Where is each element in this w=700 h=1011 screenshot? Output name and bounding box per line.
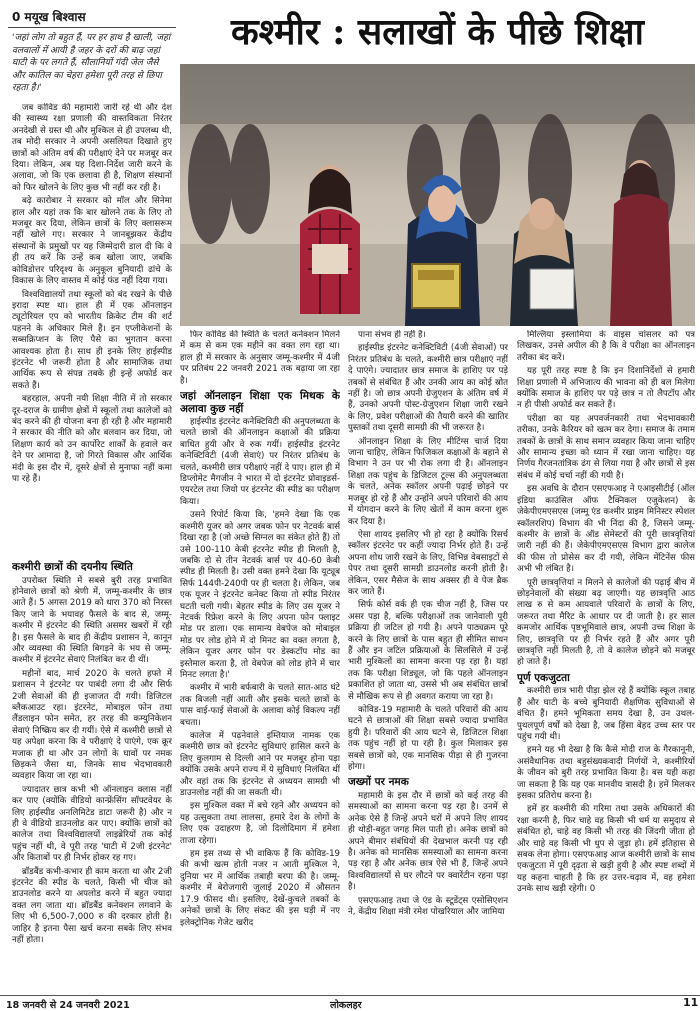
article-column-1 [12, 103, 172, 558]
paragraph: हाईस्पीड इंटरनेट कनेक्टिविटी की अनुपलब्धता के चलते छात्रों की ऑनलाइन कक्षाओं की प्रक्रिया बाधित हुयी और वे रुक गयीं। हाईस्पीड इंटरनेट कनेक्टिविटी (4जी सेवाएं) पर निरंतर प्रतिबंध के चलते, कश्मीरी छात्र परीक्षाएं नहीं दे पाए। हाल ही में डिप्लोमेट मैगजीन ने भारत में दो इंटरनेट प्रोवाइडर्स-एयरटेल तथा जियो पर इंटरनेट की स्पीड का परीक्षण किया। [180, 417, 340, 507]
paragraph: यह पूरी तरह स्पष्ट है कि इन दिशानिर्देशों से हमारी शिक्षा प्रणाली में अभिजात्य की भावना को ही बल मिलेगा क्योंकि समाज के हाशिए पर पड़े छात्र न तो लैपटॉप और न ही पीसी अफोर्ड कर सकते हैं। [517, 366, 695, 411]
paragraph: उपरोक्त स्थिति में सबसे बुरी तरह प्रभावित होनेवाले छात्रों को श्रेणी में, जम्मू-कश्मीर के छात्र आते हैं। 5 अगस्त 2019 को धारा 370 को निरस्त किए जाने के भयावह फैसले के बाद से, जम्मू-कश्मीर में इंटरनेट की स्थिति असमर खबरों में रही है। इस फैसले के बाद ही केंद्रीय प्रशासन ने, कानून और व्यवस्था की स्थिति बिगड़ने के भय से जम्मू-कश्मीर में इंटरनेट सेवाएं निलंबित कर दी थीं। [12, 575, 172, 666]
section-heading: पूर्ण एकजुटता [517, 671, 570, 684]
paragraph: ज्यादातर छात्र कभी भी ऑनलाइन क्लास नहीं कर पाए (क्योंकि वीडियो कान्फ्रेंसिंग सॉफ्टवेयर के लिए हाईस्पीड अनलिमिटेड डाटा जरूरी है) और न ही वे वीडियो डाउनलोड कर पाए। क्योंकि छात्रों को कालेज तथा विश्वविद्यालयों लाइब्रेरियों तक कोई पहुंच नहीं थी, वे पूरी तरह 'घाटी में 2जी इंटरनेट' और किताबों पर ही निर्भर होकर रह गए। [12, 784, 172, 864]
author-byline: 0 मयूख बिश्वास [8, 6, 176, 28]
article-photo [180, 64, 695, 326]
photo-illustration [180, 64, 695, 326]
paragraph: बहरहाल, अपनी नयी शिक्षा नीति में तो सरकार दूर-दराज के ग्रामीण क्षेत्रों में स्कूलों तथा कालेजों को बंद करने की ही योजना बना ही रही है और महामारी ने सरकार की नीति को और बलवान कर दिया, जो शिक्षण कार्य को उन कार्पोरेट शार्कों के हवाले कर देने पर आमादा है, जो गिरते विकास और आर्थिक मंदी के इस दौर में, दूसरे क्षेत्रों से मुनाफा नहीं कमा पा रहे हैं। [12, 394, 172, 484]
paragraph: पूरी छात्रवृत्तियां न मिलने से कालेजों की पढ़ाई बीच में छोड़नेवालों की संख्या बढ़ जाएगी। यह छात्रवृत्ति आठ लाख रु से कम आयवाले परिवारों के छात्रों के लिए, जरूरत तथा मैरिट के आधार पर दी जाती है। हर साल कमजोर आर्थिक पृष्ठभूमिवाले छात्र, अपनी उच्च शिक्षा के लिए, छात्रवृत्ति पर ही निर्भर रहते हैं और अगर पूरी छात्रवृत्ति नहीं मिलती है, तो वे कालेज छोड़ने को मजबूर हो जाते हैं। [517, 577, 695, 668]
paragraph: महीनों बाद, मार्च 2020 के चलते हफ्ते में प्रशासन ने इंटरनेट पर पाबंदी लगा दी और सिर्फ 2जी सेवाओं की ही इजाजत दी गयी। डिजिटल ब्लैकआउट रहा। इंटरनेट, मोबाइल फोन तथा लैंडलाइन फोन समेत, हर तरह की कम्युनिकेशन सेवाएं निष्क्रिय कर दी गयीं। ऐसे में कश्मीरी छात्रों से यह अपेक्षा करना कि वे परीक्षाएं दे पाएंगे, एक क्रूर मजाक ही था और उन लोगों के घावों पर नमक छिड़कने जैसा था, जिनके साथ भेदभावकारी व्यवहार किया जा रहा था। [12, 668, 172, 782]
paragraph: कश्मीरी छात्र भारी पीड़ा झेल रहे हैं क्योंकि स्कूल तबाह हैं और घाटी के बच्चे बुनियादी शैक्षणिक सुविधाओं से वंचित हैं। हमने भूमिकता समय देखा है, उन उथल-पुथलपूर्ण वर्षों को देखा है, जब हिंसा बेहद उच्च स्तर पर पहुंच गयी थी। [517, 686, 695, 742]
paragraph: कालेज में पढ़नेवाले इम्तियाज नामक एक कश्मीरी छात्र को इंटरनेट सुविधाएं हासिल करने के लिए कुलगाम से दिल्ली आने पर मजबूर होना पड़ा क्योंकि उसके अपने राज्य में ये सुविधाएं निलंबित थीं और वहां तक कि इंटरनेट से अध्ययन सामग्री भी डाउनलोड नहीं की जा सकती थी। [180, 731, 340, 799]
footer-date: 18 जनवरी से 24 जनवरी 2021 [6, 1000, 130, 1011]
headline: कश्मीर : सलाखों के पीछे शिक्षा [231, 11, 644, 53]
article-column-3 [348, 330, 508, 995]
paragraph: महामारी के इस दौर में छात्रों को कई तरह की समस्याओं का सामना करना पड़ रहा है। उनमें से अनेक ऐसे हैं जिन्हें अपने घरों में अपने लिए शायद ही थोड़ी-बहुत जगह मिल पाती हो। अनेक छात्रों को अपने बीमार संबंधियों की देखभाल करनी पड़ रही है। अनेक को मानसिक समस्याओं का सामना करना पड़ रहा है और अनेक छात्र ऐसे भी हैं, जिन्हें अपने विश्वविद्यालयों से घर लौटने पर क्वारेंटीन रहना पड़ा है। [348, 790, 508, 893]
section-heading: जख्मों पर नमक [348, 776, 409, 789]
paragraph: हम इस तथ्य से भी वाकिफ हैं कि कोविड-19 की कभी खत्म होती नजर न आती मुश्किल ने, दुनिया भर में आर्थिक तबाही बरपा की है। जम्मू-कश्मीर में बेरोजगारी जुलाई 2020 में औसतन 17.9 फीसद थी। इसलिए, देखें-कुचले तबकों के अनेकों छात्रों के लिए संकट की इस घड़ी में नए इलेक्ट्रोनिक गेजेट खरीद [180, 849, 340, 928]
paragraph: इस अवधि के दौरान एसएफआइ ने एआइसीटीई (ऑल इंडिया काउंसिल ऑफ टैक्निकल एजुकेशन) के जेकेपीएमएसएस (जम्मू एंड कश्मीर प्राइम मिनिस्टर स्पेशल स्कॉलरशिप) विभाग की भी निंदा की है, जिसने जम्मू-कश्मीर के छात्रों के ऑड सेमेस्टरों की पूरी छात्रवृत्तियां जारी नहीं की हैं। जेकेपीएमएसएस विभाग द्वारा कालेज की फीस तो प्रोसेस कर दी गयी, लेकिन मेंटिनेंस फीस अभी भी लंबित है। [517, 484, 695, 575]
footer-rule [0, 995, 700, 996]
paragraph: मिल्लिया इस्लामिया के वाइस चांसलर को पत्र लिखकर, उनसे अपील की है कि वे परीक्षा का ऑनलाइन तरीका बंद करें। [517, 330, 695, 363]
paragraph: इस मुश्किल वक्त में बचे रहने और अध्ययन को यह उत्सुकता तथा लालसा, हमारे देश के लोगों के लिए एक उदाहरण है, जो दिलोदिमाग में हमेशा ताजा रहेगा। [180, 801, 340, 846]
paragraph: जब कोविड की महामारी जारी रहे थी और देश की स्वास्थ्य रक्षा प्रणाली की वास्तविकता निरंतर अनदेखी से ग्रस्त थी और मुश्किल से ही उपलब्ध थी, तब मोदी सरकार ने अपनी असलियत दिखाते हुए छात्रों को अंतिम वर्ष की परीक्षाएं देने पर मजबूर कर दिया। लेकिन, अब यह दिशा-निर्देश जारी करने के अलावा, जो कि एक छलावा ही है, शिक्षण संस्थानों को फिर खोलने के लिए कुछ भी नहीं कर रही है। [12, 103, 172, 193]
pull-quote: 'जहां लोग तो बहुत हैं, पर हर हाथ है खाली, जहां वलवालों में आयी है जहर के दरों की बाढ़ जहां घाटी के पर लगते हैं, सौलानियों गंदी जेल जैसे और कातिल का चेहरा हमेशा पूरी तरह से छिपा रहता है।' [12, 33, 171, 93]
paragraph: कोविड-19 महामारी के चलते परिवारों की आय घटने से छात्राओं की शिक्षा सबसे ज्यादा प्रभावित हुयी है। परिवारों की आय घटने से, डिजिटल शिक्षा तक पहुंच नहीं हो पा रही है। कुल मिलाकर इस सबसे छात्रों को, एक मानसिक पीड़ा से ही गुजरना होगा। [348, 705, 508, 773]
paragraph: फिर कोविड की स्थिति के चलते कनेक्शन मिलने में कम से कम एक महीने का वक्त लग रहा था। हाल ही में सरकार के अनुसार जम्मू-कश्मीर में 4जी पर प्रतिबंध 22 जनवरी 2021 तक बढ़ाया जा रहा है। [180, 330, 340, 386]
paragraph: कश्मीर में भारी बर्फबारी के चलते सात-आठ घंटे तक बिजली नहीं आती और इसके चलते छात्रों के पास वाई-फाई सेवाओं के अलावा कोई विकल्प नहीं बचता। [180, 683, 340, 728]
article-column-2 [180, 330, 340, 995]
paragraph: परीक्षा का यह अपवर्जनकारी तथा भेदभावकारी तरीका, उनके कैरियर को खत्म कर देगा। समाज के तमाम तबकों के छात्रों के साथ समान व्यवहार किया जाना चाहिए और सामान्य इच्छा को ध्यान में रखा जाना चाहिए। यह निर्णय गैरजनतांत्रिक ढंग से लिया गया है और छात्रों से इस संबंध में कोई चर्चा नहीं की गयी है। [517, 413, 695, 481]
paragraph: ऑनलाइन शिक्षा के लिए मीटिंग्स चार्ज दिया जाना चाहिए, लेकिन फिजिकल कक्षाओं के बहाने से विभाग ने उन पर भी रोक लगा दी है। ऑनलाइन शिक्षा तक पहुंच के डिजिटल टूल्स की अनुपलब्धता के चलते, अनेक स्कॉलर अपनी पढ़ाई छोड़ने पर मजबूर हो रहे हैं और उन्होंने अपने परिवारों की आय में योगदान करने के लिए खेतों में काम करना शुरू कर दिया है। [348, 436, 508, 527]
paragraph: उसने रिपोर्ट किया कि, 'हमने देखा कि एक कश्मीरी यूजर को अगर जबक फोन पर नेटवर्क बार्स दिखा रहा है (जो अच्छे सिग्नल का संकेत होते हैं) तो उसे 100-110 केबी इंटरनेट स्पीड ही मिलती है, जबकि दो से तीन नेटवर्क बार्स पर 40-60 केबी स्पीड ही मिलती है। उसी वक्त हमने देखा कि यूट्यूब सिर्फ 144पी-240पी पर ही चलता है। लेकिन, जब एक यूजर ने इंटरनेट कनेक्ट किया तो स्पीड निरंतर घटती चली गयी। बेहतर स्पीड के लिए उस यूजर ने नेटवर्क रिफ्रेश करने के लिए अपना फोन फ्लाइट मोड पर डाला। एक सामान्य वेबपेज को मोबाइल मोड पर लोड होने में दो मिनट का वक्त लगता है, लेकिन यूजर अगर फोन पर डेस्कटॉप मोड का इस्तेमाल करता है, तो वेबपेज को लोड होने में चार मिनट लगता है।' [180, 510, 340, 680]
article-column-4 [517, 330, 695, 995]
page-number: 11 [683, 996, 699, 1009]
paragraph: एसएफआइ तथा जे एंड के स्टूडेंट्स एसोसिएशन ने, केंद्रीय शिक्षा मंत्री रमेश पोखरियाल और जामिया [348, 895, 508, 917]
paragraph: हमने यह भी देखा है कि कैसे मोदी राज के गैरकानूनी, असंवैधानिक तथा बहुसंख्यकवादी निर्णयों ने, कश्मीरियों के जीवन को बुरी तरह प्रभावित किया है। बस यही कहा जा सकता है कि यह एक मानवीय त्रासदी है। हमें मिलकर इसका प्रतिरोध करना है। [517, 745, 695, 801]
paragraph: ब्रॉडबैंड कभी-कभार ही काम करता था और 2जी इंटरनेट की स्पीड के चलते, किसी भी चीज को डाउनलोड करने या अपलोड करने में बहुत ज्यादा वक्त लग जाता था। ब्रॉडबैंड कनेक्शन लगवाने के लिए भी 6,500-7,000 रु की दरकार होती है। जाहिर है इतना पैसा खर्च करना सबके लिए संभव नहीं होता। [12, 866, 172, 946]
footer-publication: लोकलहर [330, 1000, 362, 1011]
paragraph: विश्वविद्यालयों तथा स्कूलों को बंद रखने के पीछे इरादा स्पष्ट था। हाल ही में एक ऑनलाइन ट्यूटोरियल एप को भारतीय क्रिकेट टीम की शर्ट पहनने के अधिकार मिले हैं। इन एप्लीकेशनों के सब्सक्रिप्शन के लिए पैसे का भुगतान करना आवश्यक होता है। साथ ही इनके लिए हाईस्पीड इंटरनेट भी जरूरी होता है और सामाजिक तथा आर्थिक रूप से संपन्न तबके ही इन्हें अफोर्ड कर सकते हैं। [12, 289, 172, 391]
section-heading: जहां ऑनलाइन शिक्षा एक मिथक के अलावा कुछ नहीं [180, 390, 340, 415]
paragraph: हाईस्पीड इंटरनेट कनेक्टिविटी (4जी सेवाओं) पर निरंतर प्रतिबंध के चलते, कश्मीरी छात्र परीक्षाएं नहीं दे पाएंगे। ज्यादातर छात्र समाज के हाशिए पर पड़े तबकों से संबंधित हैं और उनकी आय का कोई स्रोत नहीं है। जो छात्र अपनी ग्रेजुएशन के अंतिम वर्ष में हैं, उनको अपनी पोस्ट-ग्रेजुएशन शिक्षा जारी रखने के लिए, प्रवेश परीक्षाओं की तैयारी करने की खातिर पुस्तकों तथा दूसरी सामग्री की भी जरूरत है। [348, 343, 508, 434]
paragraph: बढ़े कारोबार ने सरकार को मॉल और सिनेमा हाल और यहां तक कि बार खोलने तक के लिए तो मजबूर कर दिया, लेकिन छात्रों के लिए क्लासरूम नहीं खोले गए। सरकार ने जानबूझकर केंद्रीय संस्थानों के प्रमुखों पर यह जिम्मेदारी डाल दी कि वे ही तय करें कि उन्हें कब खोला जाए, जबकि कोविडोत्तर परिदृश्य के अनुकूल बुनियादी ढांचे के विकास के लिए वास्तव में कोई फंड नहीं दिया गया। [12, 196, 172, 287]
paragraph: सिर्फ कोर्स वर्क ही एक चीज नहीं है, जिस पर असर पड़ा है, बल्कि परीक्षाओं तक जानेवाली पूरी प्रक्रिया ही जटिल हो गयी है। अपने पाठ्यक्रम पूरे करने के लिए छात्रों के पास बहुत ही सीमित साधन हैं और इन जटिल प्रक्रियाओं के सिलसिले में उन्हें भारी मुश्किलों का सामना करना पड़ रहा है। यहां तक कि परीक्षा शिड्यूल, जो कि पहले ऑनलाइन प्रकाशित हो जाता था, उससे भी अब संबंधित छात्रों से मौखिक रूप से ही अवगत कराया जा रहा है। [348, 600, 508, 702]
article-column-1-lower [12, 558, 172, 998]
section-heading: कश्मीरी छात्रों की दयनीय स्थिति [12, 561, 133, 573]
paragraph: ऐसा शायद इसलिए भी हो रहा है क्योंकि रिसर्च स्कॉलर इंटरनेट पर कहीं ज्यादा निर्भर होते हैं। उन्हें अपना शोध जारी रखने के लिए, विभिन्न वेबसाइटों से पेपर तथा दूसरी सामग्री डाउनलोड करनी होती है। लेकिन, एसर मैसेज के साथ अक्सर ही वे पेज ब्रैक कर जाते हैं। [348, 529, 508, 597]
paragraph: हमें हर कश्मीरी की गरिमा तथा उसके अधिकारों की रक्षा करनी है, फिर चाहे वह किसी भी धर्म या समुदाय से संबंधित हो, चाहे वह किसी भी तरह की जिंदगी जीता हो और चाहे वह किसी भी धुप से जुड़ा हो। हमें इतिहास से सबक लेना होगा। एसएफआइ आज कश्मीरी छात्रों के साथ एकजुटता में पूरी दृढ़ता से खड़ी हुयी है और स्पष्ट शब्दों में यह कहना चाहती है कि हर उत्तर-चढ़ाव में, वह हमेशा उनके साथ खड़ी रहेगी। 0 [517, 804, 695, 895]
paragraph: पाना संभव ही नहीं है। [358, 330, 426, 340]
